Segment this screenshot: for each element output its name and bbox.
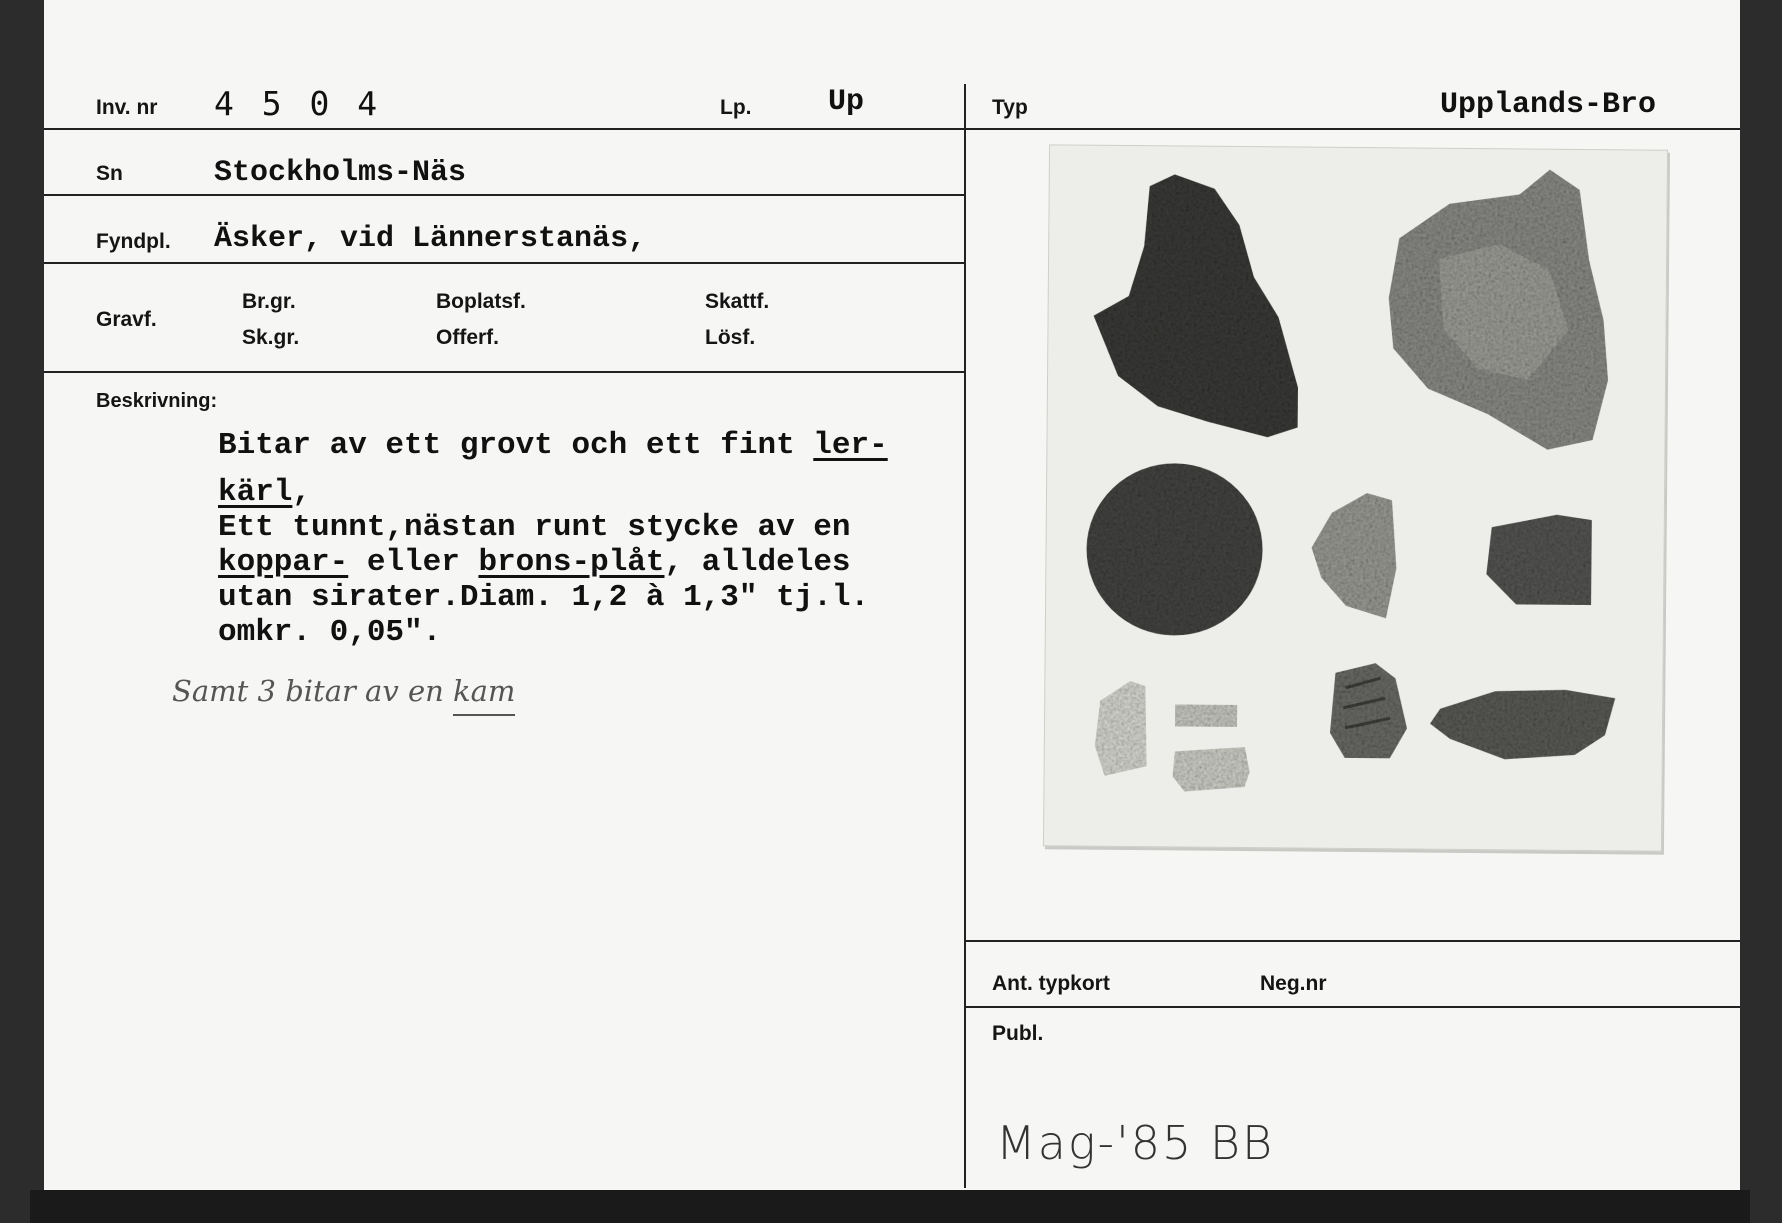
skattf-label: Skattf.: [705, 290, 770, 313]
skgr-label: Sk.gr.: [242, 326, 300, 349]
beskrivning-label: Beskrivning:: [96, 390, 218, 412]
rule-vertical: [964, 84, 966, 1188]
lp-label: Lp.: [720, 96, 752, 119]
publ-label: Publ.: [992, 1022, 1044, 1045]
rule-top-left: [44, 128, 964, 130]
offerf-label: Offerf.: [436, 326, 499, 349]
inv-nr-value: 4 5 0 4: [214, 84, 382, 123]
round-bronze-plate: [1086, 463, 1263, 637]
rule-right-lower-2: [966, 1006, 1740, 1008]
comb-piece-1: [1095, 681, 1148, 776]
desc-line-4: koppar- eller brons-plåt, alldeles: [218, 545, 851, 580]
region-value: Upplands-Bro: [1440, 88, 1657, 122]
description-text: [218, 428, 888, 650]
coarse-sherd-1: [1093, 174, 1300, 438]
rule-right-lower-1: [966, 940, 1740, 942]
typ-label: Typ: [992, 96, 1028, 119]
gravf-label: Gravf.: [96, 308, 157, 331]
fyndpl-label: Fyndpl.: [96, 230, 171, 253]
artifact-photograph: [1043, 144, 1668, 851]
catalog-card: [44, 0, 1740, 1190]
small-sherd-1: [1311, 493, 1397, 619]
artifact-fragments-image: [1044, 145, 1667, 850]
decorated-sherd-1: [1330, 663, 1408, 759]
desc-line-6: omkr. 0,05".: [218, 615, 442, 650]
rule-fyndpl: [44, 262, 964, 264]
desc-line-5: utan sirater.Diam. 1,2 à 1,3" tj.l.: [218, 580, 870, 615]
comb-piece-3: [1172, 746, 1249, 792]
losf-label: Lösf.: [705, 326, 756, 349]
ant-typkort-label: Ant. typkort: [992, 972, 1110, 995]
sn-value: Stockholms-Näs: [214, 156, 467, 190]
boplatsf-label: Boplatsf.: [436, 290, 526, 313]
decorated-sherd-2: [1430, 689, 1616, 761]
lp-value: Up: [828, 85, 865, 119]
inv-nr-label: Inv. nr: [96, 96, 158, 119]
rule-sn: [44, 194, 964, 196]
card-shadow-edge: [30, 1190, 1750, 1223]
comb-piece-2: [1175, 704, 1237, 727]
brgr-label: Br.gr.: [242, 290, 296, 313]
handwritten-note: Samt 3 bitar av en kam: [172, 674, 515, 708]
desc-line-2: kärl,: [218, 475, 312, 510]
rule-gravf: [44, 371, 964, 373]
fyndpl-value: Äsker, vid Lännerstanäs,: [214, 222, 647, 256]
sn-label: Sn: [96, 162, 123, 185]
desc-line-3: Ett tunnt,nästan runt stycke av en: [218, 510, 851, 545]
handwritten-stamp: Mag-'85 BB: [996, 1116, 1275, 1170]
rule-top-right: [966, 128, 1740, 130]
neg-nr-label: Neg.nr: [1260, 972, 1327, 995]
small-sherd-2: [1486, 514, 1592, 605]
desc-line-1: Bitar av ett grovt och ett fint ler-: [218, 428, 888, 463]
